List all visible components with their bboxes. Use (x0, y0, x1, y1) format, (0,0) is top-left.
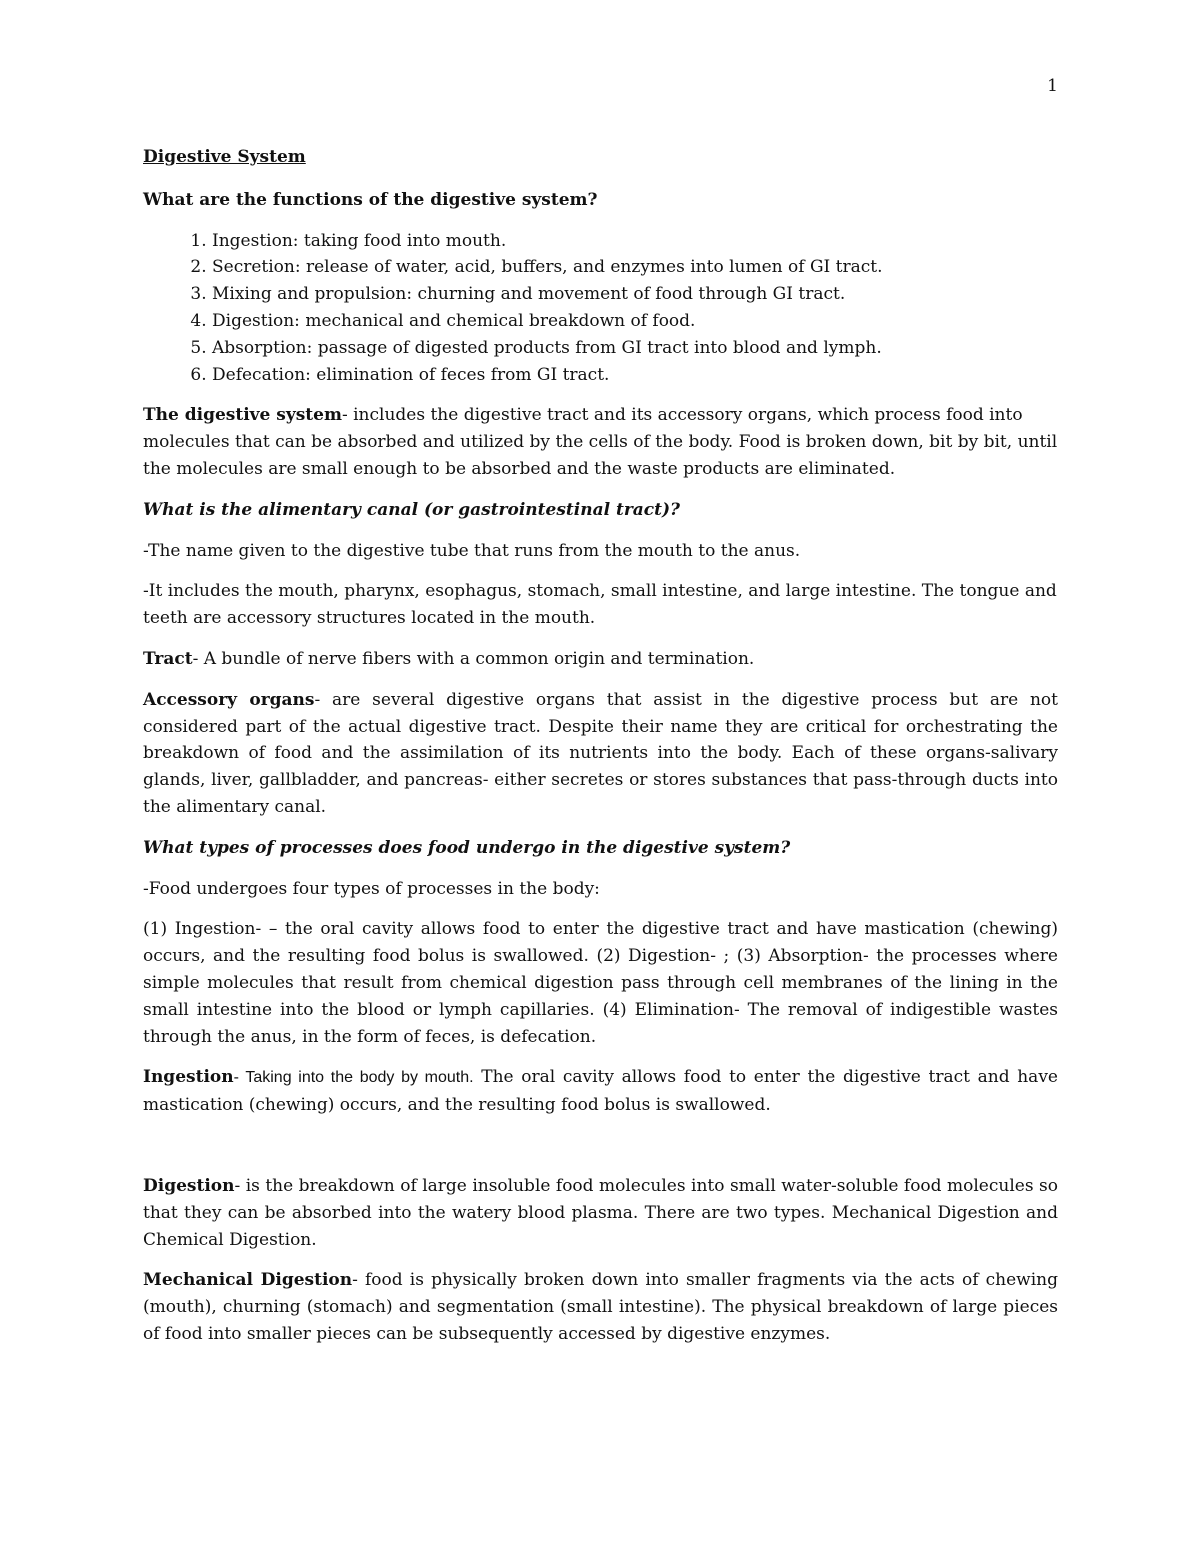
accessory-organs-definition (143, 687, 1058, 821)
term-digestion: Digestion (143, 1175, 235, 1196)
definition-text: - is the breakdown of large insoluble food molecules into small water-soluble food molecules so that they can be absorbed into the watery blood plasma. There are two types. Mechanical Digestion and Chemical Digestion. (143, 1175, 1058, 1250)
question-alimentary-canal: What is the alimentary canal (or gastrointestinal tract)? (143, 499, 680, 520)
processes-intro: -Food undergoes four types of processes in the body: (143, 878, 600, 899)
list-item: 1. Ingestion: taking food into mouth. (212, 228, 1058, 255)
page-number: 1 (1047, 76, 1058, 96)
question-processes: What types of processes does food undergo in the digestive system? (143, 837, 791, 858)
term-digestive-system: The digestive system (143, 405, 342, 426)
digestion-definition (143, 1173, 1058, 1253)
functions-list (143, 228, 1058, 389)
tract-definition (143, 646, 1058, 673)
list-item: 4. Digestion: mechanical and chemical breakdown of food. (212, 308, 1058, 335)
list-item: 5. Absorption: passage of digested products from GI tract into blood and lymph. (212, 335, 1058, 362)
definition-text: - includes the digestive tract and its accessory organs, which process food into molecules that can be absorbed and utilized by the cells of the body. Food is broken down, bit by bit, until the molecules are small enough to be absorbed and the waste products are eliminated. (143, 405, 1058, 479)
definition-text: The oral cavity allows food to enter the digestive tract and have mastication (chewing) occurs, and the resulting food bolus is swallowed. (143, 1067, 1058, 1116)
digestive-system-definition (143, 402, 1058, 482)
alimentary-paragraph-1: -The name given to the digestive tube that runs from the mouth to the anus. (143, 540, 801, 561)
definition-sans-text: - Taking into the body by mouth. (233, 1069, 474, 1087)
term-mechanical-digestion: Mechanical Digestion (143, 1270, 353, 1291)
term-tract: Tract (143, 648, 193, 669)
definition-text: - are several digestive organs that assist in the digestive process but are not considered part of the actual digestive tract. Despite their name they are critical for orchestrating the breakdown of food and the assimilation of its nutrients into the body. Each of these organs-salivary glands, liver, gallbladder, and pancreas- either secretes or stores substances that pass-through ducts into the alimentary canal. (143, 689, 1058, 817)
definition-text: - food is physically broken down into smaller fragments via the acts of chewing (mouth), churning (stomach) and segmentation (small intestine). The physical breakdown of large pieces of food into smaller pieces can be subsequently accessed by digestive enzymes. (143, 1270, 1059, 1344)
term-ingestion: Ingestion (143, 1067, 234, 1088)
alimentary-paragraph-2: -It includes the mouth, pharynx, esophagus, stomach, small intestine, and large intestine. The tongue and teeth are accessory structures located in the mouth. (143, 581, 1057, 629)
document-body (143, 144, 1058, 1362)
question-functions: What are the functions of the digestive system? (143, 189, 598, 210)
spacer (143, 1133, 1058, 1173)
definition-text: - A bundle of nerve fibers with a common origin and termination. (192, 648, 755, 669)
list-item: 2. Secretion: release of water, acid, buffers, and enzymes into lumen of GI tract. (212, 254, 1058, 281)
list-item: 3. Mixing and propulsion: churning and movement of food through GI tract. (212, 281, 1058, 308)
mechanical-digestion-definition (143, 1267, 1058, 1347)
ingestion-definition (143, 1064, 1058, 1119)
term-accessory-organs: Accessory organs (143, 689, 315, 710)
list-item: 6. Defecation: elimination of feces from GI tract. (212, 362, 1058, 389)
document-title: Digestive System (143, 147, 306, 167)
processes-paragraph: (1) Ingestion- – the oral cavity allows food to enter the digestive tract and have mastication (chewing) occurs, and the resulting food bolus is swallowed. (2) Digestion- ; (3) Absorption- the processes where simple molecules that result from chemical digestion pass through cell membranes of the lining in the small intestine into the blood or lymph capillaries. (4) Elimination- The removal of indigestible wastes through the anus, in the form of feces, is defecation. (143, 919, 1058, 1047)
